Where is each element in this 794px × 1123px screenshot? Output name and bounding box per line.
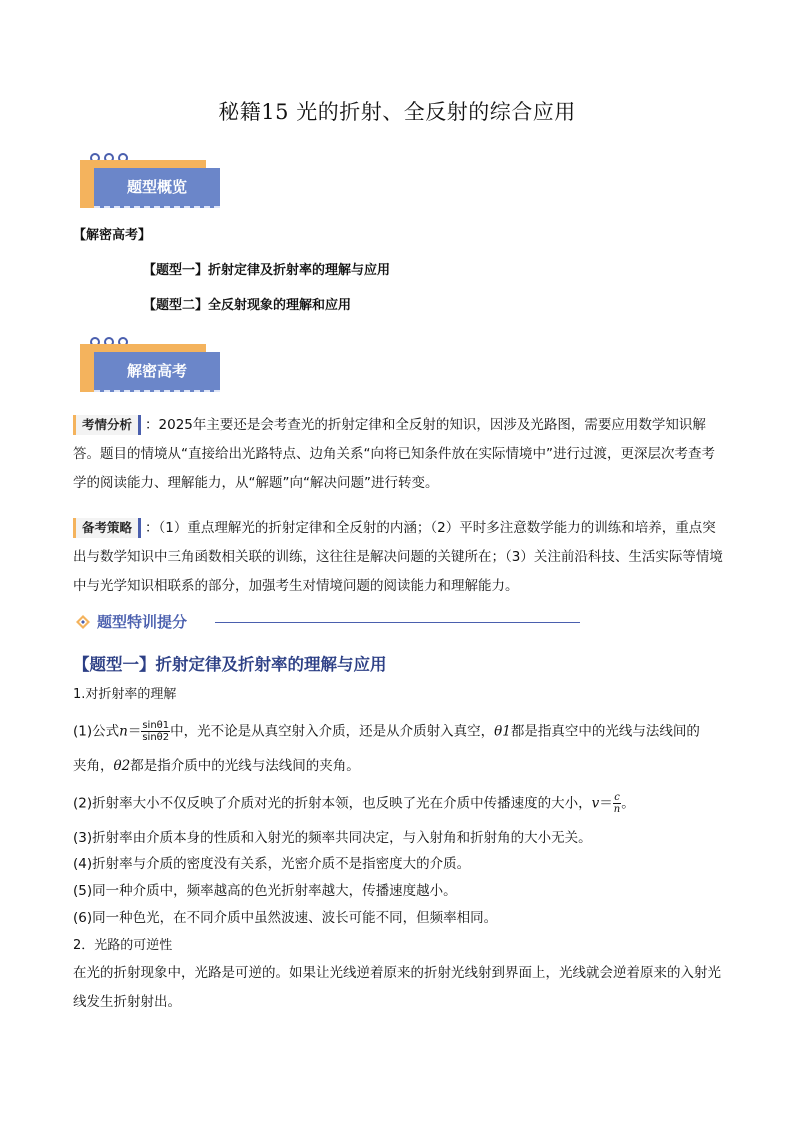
badge-rings-icon <box>90 332 132 344</box>
analysis-text: ：2025年主要还是会考查光的折射定律和全反射的知识，因涉及光路图，需要应用数学知识解答。题目的情境从“直接给出光路特点、边角关系“向将已知条件放在实际情境中”进行过渡，更深层次考查考学的阅读能力、理解能力，从“解题”向“解决问题”进行转变。 <box>73 417 715 491</box>
type1-p1-line2 <box>73 756 360 776</box>
type1-sub1: 1.对折射率的理解 <box>73 687 177 702</box>
p2-end: 。 <box>621 795 635 812</box>
fraction-denominator: n <box>613 804 621 815</box>
analysis-paragraph <box>73 411 723 498</box>
type1-p2 <box>73 792 635 815</box>
p1-text-2: 都是指真空中的光线与法线间的 <box>510 723 700 740</box>
p1-text-4: 都是指介质中的光线与法线间的夹角。 <box>130 758 360 774</box>
speed-fraction <box>613 792 621 815</box>
p1-prefix: (1)公式 <box>73 723 120 740</box>
fraction-denominator: sinθ2 <box>142 732 170 743</box>
badge-rings-icon <box>90 148 132 160</box>
overview-item-2: 【题型二】全反射现象的理解和应用 <box>143 298 352 313</box>
p1-text-3: 夹角， <box>73 758 114 774</box>
type1-heading: 【题型一】折射定律及折射率的理解与应用 <box>73 655 387 674</box>
fraction-numerator: sinθ1 <box>142 720 170 731</box>
overview-item-1: 【题型一】折射定律及折射率的理解与应用 <box>143 263 391 278</box>
equals-sign: ＝ <box>127 723 142 740</box>
strategy-text: ：（1）重点理解光的折射定律和全反射的内涵；（2）平时多注意数学能力的训练和培养，重点突出与数学知识中三角函数相关联的训练，这往往是解决问题的关键所在；（3）关注前沿科技、生活实际等情境中与光学知识相联系的部分，加强考生对情境问题的阅读能力和理解能力。 <box>73 520 723 594</box>
type1-p7: 在光的折射现象中，光路是可逆的。如果让光线逆着原来的折射光线射到界面上，光线就会逆着原来的入射光线发生折射射出。 <box>73 965 721 1010</box>
section-divider <box>215 622 580 623</box>
decode-badge <box>80 332 225 398</box>
symbol-n: n <box>119 723 128 740</box>
type1-p6: (6)同一种色光，在不同介质中虽然波速、波长可能不同，但频率相同。 <box>73 910 498 926</box>
p2-text: (2)折射率大小不仅反映了介质对光的折射本领，也反映了光在介质中传播速度的大小， <box>73 795 592 812</box>
p1-text: 中，光不论是从真空射入介质，还是从介质射入真空， <box>170 723 495 740</box>
diamond-icon <box>75 614 91 630</box>
overview-badge <box>80 148 225 214</box>
section-label: 题型特训提分 <box>97 613 188 631</box>
overview-heading: 【解密高考】 <box>73 228 152 243</box>
strategy-paragraph <box>73 514 723 601</box>
type1-p4: (4)折射率与介质的密度没有关系，光密介质不是指密度大的介质。 <box>73 856 471 872</box>
symbol-v: v <box>591 795 600 812</box>
decode-badge-label: 解密高考 <box>94 352 220 392</box>
type1-p1-line1 <box>73 720 700 743</box>
section-header <box>75 611 580 633</box>
analysis-tag: 考情分析 <box>73 415 141 435</box>
overview-badge-label: 题型概览 <box>94 168 220 208</box>
type1-p3: (3)折射率由介质本身的性质和入射光的频率共同决定，与入射角和折射角的大小无关。 <box>73 830 592 846</box>
symbol-theta1: θ1 <box>494 723 511 740</box>
strategy-tag: 备考策略 <box>73 518 141 538</box>
fraction-numerator: c <box>614 792 620 803</box>
snell-fraction <box>141 720 170 743</box>
page-title: 秘籍15 光的折射、全反射的综合应用 <box>218 100 576 124</box>
symbol-theta2: θ2 <box>113 758 131 774</box>
type1-p5: (5)同一种介质中，频率越高的色光折射率越大，传播速度越小。 <box>73 883 457 899</box>
type1-sub2: 2．光路的可逆性 <box>73 938 173 953</box>
equals-sign: ＝ <box>599 795 613 812</box>
